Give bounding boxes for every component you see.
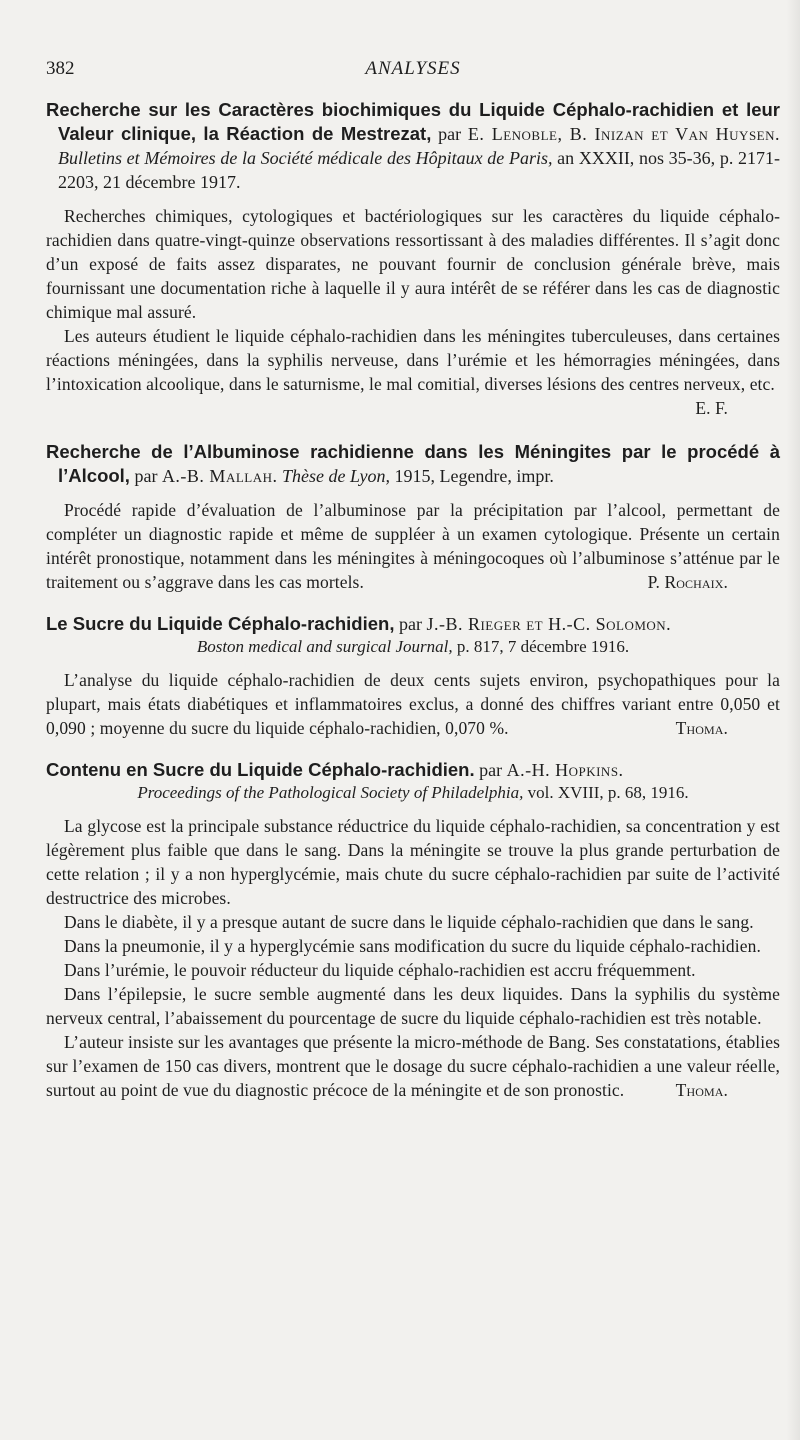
running-head: ANALYSES bbox=[365, 58, 461, 79]
article-signature: E. F. bbox=[695, 398, 728, 418]
page-edge-shadow bbox=[786, 0, 800, 1440]
book-page bbox=[46, 58, 780, 1102]
article-paragraph: Recherches chimiques, cytologiques et bactériologiques sur les caractères du liquide céphalo-rachidien dans quatre-vingt-quinze observations ressortissant à des maladies différentes. Il s’agit donc d’un exposé de faits assez disparates, ne pouvant fournir de conclusion générale brève, mais fournissant une documentation riche à laquelle il y aura intérêt de se référer dans les cas de diagnostic chimique mal assuré. bbox=[46, 206, 780, 322]
article-by: par bbox=[134, 466, 158, 486]
article-sucre-hopkins bbox=[46, 758, 780, 1102]
article-source-line bbox=[58, 636, 780, 658]
paragraph-text: Procédé rapide d’évaluation de l’albuminose par la précipitation par l’alcool, permettant de compléter un diagnostic rapide et même de suppléer à un examen cytologique. Présente un certain intérêt pronostique, notamment dans les méningites à méningocoques où l’albuminose s’atténue par le traitement ou s’aggrave dans les cas mortels. bbox=[46, 500, 780, 592]
article-signature: Thoma. bbox=[675, 718, 728, 738]
article-by: par bbox=[438, 124, 462, 144]
article-authors: E. Lenoble, B. Inizan et Van Huysen. bbox=[467, 124, 781, 144]
article-authors: J.-B. Rieger et H.-C. Solomon. bbox=[426, 614, 672, 634]
article-details: p. 817, 7 décembre 1916. bbox=[456, 637, 630, 656]
article-title: Recherche sur les Caractères biochimiques du Liquide Céphalo-rachidien et leur Valeur clinique, la Réaction de Mestrezat, bbox=[46, 99, 780, 144]
article-heading bbox=[46, 612, 780, 658]
paragraph-text: Les auteurs étudient le liquide céphalo-rachidien dans les méningites tuberculeuses, dans certaines réactions méningées, dans la syphilis nerveuse, dans l’urémie et les hémorragies méningées, dans l’intoxication alcoolique, dans le saturnisme, le mal comitial, diverses lésions des centres nerveux, etc. bbox=[46, 326, 780, 394]
article-paragraph-with-signature bbox=[46, 668, 780, 740]
article-by: par bbox=[398, 614, 422, 634]
article-source: Bulletins et Mémoires de la Société médicale des Hôpitaux de Paris, bbox=[58, 148, 553, 168]
page-number: 382 bbox=[46, 58, 75, 79]
article-sucre-rieger bbox=[46, 612, 780, 740]
article-paragraph-with-signature bbox=[46, 324, 780, 418]
article-heading bbox=[46, 440, 780, 488]
article-paragraph: Dans l’urémie, le pouvoir réducteur du liquide céphalo-rachidien est accru fréquemment. bbox=[64, 960, 696, 980]
article-authors: A.-H. Hopkins. bbox=[506, 760, 624, 780]
paragraph-text: L’auteur insiste sur les avantages que présente la micro-méthode de Bang. Ses constatations, établies sur l’examen de 150 cas divers, montrent que le dosage du sucre céphalo-rachidien a une valeur réelle, surtout au point de vue du diagnostic précoce de la méningite et de son pronostic. bbox=[46, 1032, 780, 1100]
article-paragraph: Dans le diabète, il y a presque autant de sucre dans le liquide céphalo-rachidien que dans le sang. bbox=[64, 912, 754, 932]
page-header bbox=[46, 58, 780, 90]
article-title: Recherche de l’Albuminose rachidienne dans les Méningites par le procédé à l’Alcool, bbox=[46, 441, 780, 486]
article-paragraph: Dans la pneumonie, il y a hyperglycémie sans modification du sucre du liquide céphalo-rachidien. bbox=[64, 936, 761, 956]
article-source: Boston medical and surgical Journal, bbox=[196, 637, 453, 656]
article-details: vol. XVIII, p. 68, 1916. bbox=[527, 783, 689, 802]
article-title: Le Sucre du Liquide Céphalo-rachidien, bbox=[46, 613, 395, 634]
article-signature: Thoma. bbox=[675, 1080, 728, 1100]
article-source: Thèse de Lyon, bbox=[282, 466, 390, 486]
article-by: par bbox=[479, 760, 503, 780]
article-paragraph-with-signature bbox=[46, 1030, 780, 1102]
article-paragraph: La glycose est la principale substance réductrice du liquide céphalo-rachidien, sa concentration y est légèrement plus faible que dans le sang. Dans la méningite se trouve la plus grande perturbation de cette relation ; il y a non hyperglycémie, mais chute du sucre céphalo-rachidien par suite de l’activité destructrice des microbes. bbox=[46, 816, 780, 908]
article-mestrezat bbox=[46, 98, 780, 420]
article-title: Contenu en Sucre du Liquide Céphalo-rachidien. bbox=[46, 759, 475, 780]
article-paragraph: Dans l’épilepsie, le sucre semble augmenté dans les deux liquides. Dans la syphilis du système nerveux central, l’abaissement du pourcentage de sucre du liquide céphalo-rachidien est très notable. bbox=[46, 984, 780, 1028]
article-source: Proceedings of the Pathological Society of Philadelphia, bbox=[137, 783, 524, 802]
article-details: 1915, Legendre, impr. bbox=[394, 466, 554, 486]
article-heading bbox=[46, 98, 780, 194]
article-source-line bbox=[58, 782, 780, 804]
article-authors: A.-B. Mallah. bbox=[161, 466, 278, 486]
article-paragraph-with-signature bbox=[46, 498, 780, 594]
article-albuminose bbox=[46, 440, 780, 594]
article-details: an XXXII, nos 35-36, p. 2171-2203, 21 décembre 1917. bbox=[58, 148, 781, 192]
paragraph-text: L’analyse du liquide céphalo-rachidien de deux cents sujets environ, psychopathiques pour la plupart, mais états diabétiques et inflammatoires exclus, a donné des chiffres variant entre 0,050 et 0,090 ; moyenne du sucre du liquide céphalo-rachidien, 0,070 %. bbox=[46, 670, 780, 738]
article-signature: P. Rochaix. bbox=[647, 572, 728, 592]
article-heading bbox=[46, 758, 780, 804]
